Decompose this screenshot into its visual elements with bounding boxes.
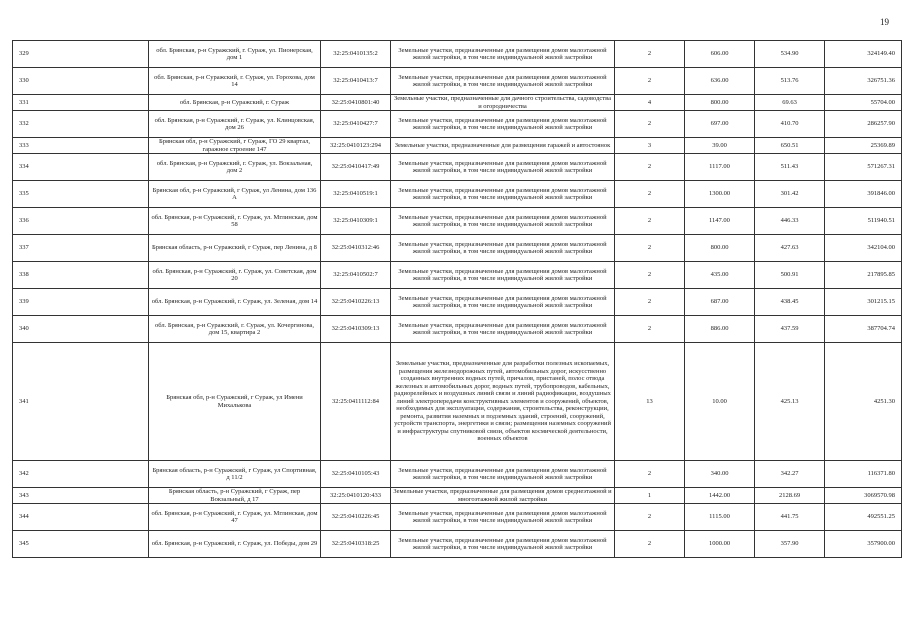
row-number: 345 — [13, 531, 149, 558]
rate-cell: 2128.69 — [755, 488, 825, 504]
row-number: 336 — [13, 208, 149, 235]
rate-cell: 437.59 — [755, 316, 825, 343]
area-cell: 1115.00 — [685, 504, 755, 531]
cadastral-value-cell: 3069570.98 — [825, 488, 902, 504]
group-cell: 2 — [615, 531, 685, 558]
cadastral-value-cell: 326751.36 — [825, 68, 902, 95]
land-purpose-cell: Земельные участки, предназначенные для размещения домов малоэтажной жилой застройки, в том числе индивидуальной жилой застройки — [391, 262, 615, 289]
address-cell: обл. Брянская, р-н Суражский, г. Сураж — [149, 95, 321, 111]
area-cell: 606.00 — [685, 41, 755, 68]
group-cell: 2 — [615, 111, 685, 138]
cadastral-number-cell: 32:25:0410226:45 — [321, 504, 391, 531]
rate-cell: 513.76 — [755, 68, 825, 95]
rate-cell: 342.27 — [755, 461, 825, 488]
area-cell: 1000.00 — [685, 531, 755, 558]
cadastral-number-cell: 32:25:0410309:13 — [321, 316, 391, 343]
rate-cell: 534.90 — [755, 41, 825, 68]
land-purpose-cell: Земельные участки, предназначенные для размещения домов малоэтажной жилой застройки, в том числе индивидуальной жилой застройки — [391, 289, 615, 316]
address-cell: обл. Брянская, р-н Суражский, г. Сураж, ул. Кочергинова, дом 15, квартира 2 — [149, 316, 321, 343]
table-row — [13, 41, 902, 68]
cadastral-value-cell: 116371.80 — [825, 461, 902, 488]
cadastral-value-cell: 571267.31 — [825, 154, 902, 181]
land-purpose-cell: Земельные участки, предназначенные для размещения домов малоэтажной жилой застройки, в том числе индивидуальной жилой застройки — [391, 316, 615, 343]
group-cell: 2 — [615, 262, 685, 289]
group-cell: 2 — [615, 181, 685, 208]
cadastral-value-cell: 4251.30 — [825, 343, 902, 461]
table-row — [13, 289, 902, 316]
cadastral-value-cell: 357900.00 — [825, 531, 902, 558]
page-number: 19 — [880, 17, 889, 27]
table-row — [13, 531, 902, 558]
cadastral-value-cell: 217895.85 — [825, 262, 902, 289]
address-cell: обл. Брянская, р-н Суражский, г. Сураж, ул. Горохова, дом 14 — [149, 68, 321, 95]
group-cell: 2 — [615, 504, 685, 531]
area-cell: 697.00 — [685, 111, 755, 138]
table-row — [13, 95, 902, 111]
area-cell: 886.00 — [685, 316, 755, 343]
cadastral-number-cell: 32:25:0410105:43 — [321, 461, 391, 488]
address-cell: Брянская обл, р-н Суражский, г Сураж, ГО 29 квартал, гаражное строение 147 — [149, 138, 321, 154]
area-cell: 340.00 — [685, 461, 755, 488]
group-cell: 2 — [615, 235, 685, 262]
group-cell: 2 — [615, 289, 685, 316]
row-number: 344 — [13, 504, 149, 531]
row-number: 332 — [13, 111, 149, 138]
land-purpose-cell: Земельные участки, предназначенные для размещения домов малоэтажной жилой застройки, в том числе индивидуальной жилой застройки — [391, 504, 615, 531]
cadastral-value-cell: 391846.00 — [825, 181, 902, 208]
cadastral-number-cell: 32:25:0410120:433 — [321, 488, 391, 504]
address-cell: обл. Брянская, р-н Суражский, г. Сураж, ул. Клинцовская, дом 26 — [149, 111, 321, 138]
row-number: 339 — [13, 289, 149, 316]
land-purpose-cell: Земельные участки, предназначенные для дачного строительства, садоводства и огородничества — [391, 95, 615, 111]
address-cell: обл. Брянская, р-н Суражский, г. Сураж, ул. Вокзальная, дом 2 — [149, 154, 321, 181]
land-purpose-cell: Земельные участки, предназначенные для разработки полезных ископаемых, размещения железнодорожных путей, автомобильных дорог, искусственно созданных внутренних водных путей, причалов, пристаней, полос отвода железных и автомобильных дорог, водных путей, трубопроводов, кабельных, радиорелейных и воздушных линий связи и линий радиофикации, воздушных линий электропередачи конструктивных элементов и сооружений, объектов, необходимых для эксплуатации, содержания, строительства, реконструкции, ремонта, развития наземных и подземных зданий, строений, сооружений, устройств транспорта, энергетики и связи; размещения наземных сооружений и инфраструктуры спутниковой связи, объектов космической деятельности, военных объектов — [391, 343, 615, 461]
table-row — [13, 138, 902, 154]
row-number: 330 — [13, 68, 149, 95]
group-cell: 2 — [615, 208, 685, 235]
land-purpose-cell: Земельные участки, предназначенные для размещения домов среднеэтажной и многоэтажной жилой застройки — [391, 488, 615, 504]
cadastral-value-cell: 25369.89 — [825, 138, 902, 154]
area-cell: 39.00 — [685, 138, 755, 154]
land-purpose-cell: Земельные участки, предназначенные для размещения домов малоэтажной жилой застройки, в том числе индивидуальной жилой застройки — [391, 154, 615, 181]
cadastral-number-cell: 32:25:0411112:84 — [321, 343, 391, 461]
cadastral-number-cell: 32:25:0410427:7 — [321, 111, 391, 138]
cadastral-number-cell: 32:25:0410417:49 — [321, 154, 391, 181]
cadastral-number-cell: 32:25:0410309:1 — [321, 208, 391, 235]
group-cell: 2 — [615, 154, 685, 181]
area-cell: 1442.00 — [685, 488, 755, 504]
cadastral-number-cell: 32:25:0410312:46 — [321, 235, 391, 262]
area-cell: 800.00 — [685, 235, 755, 262]
address-cell: Брянская область, р-н Суражский, г Сураж, пер Вокзальный, д 17 — [149, 488, 321, 504]
table-row — [13, 343, 902, 461]
area-cell: 435.00 — [685, 262, 755, 289]
rate-cell: 69.63 — [755, 95, 825, 111]
rate-cell: 511.43 — [755, 154, 825, 181]
cadastral-value-cell: 511940.51 — [825, 208, 902, 235]
cadastral-number-cell: 32:25:0410413:7 — [321, 68, 391, 95]
rate-cell: 301.42 — [755, 181, 825, 208]
land-purpose-cell: Земельные участки, предназначенные для размещения домов малоэтажной жилой застройки, в том числе индивидуальной жилой застройки — [391, 208, 615, 235]
cadastral-number-cell: 32:25:0410135:2 — [321, 41, 391, 68]
land-purpose-cell: Земельные участки, предназначенные для размещения домов малоэтажной жилой застройки, в том числе индивидуальной жилой застройки — [391, 181, 615, 208]
land-purpose-cell: Земельные участки, предназначенные для размещения домов малоэтажной жилой застройки, в том числе индивидуальной жилой застройки — [391, 68, 615, 95]
group-cell: 13 — [615, 343, 685, 461]
table-row — [13, 111, 902, 138]
table-row — [13, 154, 902, 181]
rate-cell: 441.75 — [755, 504, 825, 531]
area-cell: 10.00 — [685, 343, 755, 461]
area-cell: 1147.00 — [685, 208, 755, 235]
area-cell: 800.00 — [685, 95, 755, 111]
row-number: 340 — [13, 316, 149, 343]
rate-cell: 425.13 — [755, 343, 825, 461]
group-cell: 1 — [615, 488, 685, 504]
land-purpose-cell: Земельные участки, предназначенные для размещения домов малоэтажной жилой застройки, в том числе индивидуальной жилой застройки — [391, 531, 615, 558]
cadastral-value-cell: 387704.74 — [825, 316, 902, 343]
group-cell: 2 — [615, 316, 685, 343]
row-number: 333 — [13, 138, 149, 154]
rate-cell: 427.63 — [755, 235, 825, 262]
rate-cell: 438.45 — [755, 289, 825, 316]
area-cell: 1117.00 — [685, 154, 755, 181]
land-purpose-cell: Земельные участки, предназначенные для размещения гаражей и автостоянок — [391, 138, 615, 154]
address-cell: Брянская область, р-н Суражский, г Сураж, ул Спортивная, д 11/2 — [149, 461, 321, 488]
cadastral-value-cell: 492551.25 — [825, 504, 902, 531]
cadastral-value-cell: 301215.15 — [825, 289, 902, 316]
table-row — [13, 316, 902, 343]
area-cell: 636.00 — [685, 68, 755, 95]
address-cell: обл. Брянская, р-н Суражский, г. Сураж, ул. Победы, дом 29 — [149, 531, 321, 558]
table-row — [13, 488, 902, 504]
cadastral-value-table — [12, 40, 902, 558]
cadastral-number-cell: 32:25:0410123:294 — [321, 138, 391, 154]
row-number: 337 — [13, 235, 149, 262]
land-purpose-cell: Земельные участки, предназначенные для размещения домов малоэтажной жилой застройки, в том числе индивидуальной жилой застройки — [391, 41, 615, 68]
area-cell: 1300.00 — [685, 181, 755, 208]
cadastral-number-cell: 32:25:0410502:7 — [321, 262, 391, 289]
table-row — [13, 461, 902, 488]
table-row — [13, 262, 902, 289]
address-cell: Брянская область, р-н Суражский, г Сураж, пер Ленина, д 8 — [149, 235, 321, 262]
address-cell: обл. Брянская, р-н Суражский, г. Сураж, ул. Пионерская, дом 1 — [149, 41, 321, 68]
rate-cell: 410.70 — [755, 111, 825, 138]
row-number: 329 — [13, 41, 149, 68]
table-row — [13, 235, 902, 262]
address-cell: Брянская обл, р-н Суражский, г Сураж, ул Ленина, дом 136 А — [149, 181, 321, 208]
address-cell: обл. Брянская, р-н Суражский, г. Сураж, ул. Зеленая, дом 14 — [149, 289, 321, 316]
group-cell: 2 — [615, 41, 685, 68]
row-number: 338 — [13, 262, 149, 289]
land-purpose-cell: Земельные участки, предназначенные для размещения домов малоэтажной жилой застройки, в том числе индивидуальной жилой застройки — [391, 461, 615, 488]
table-row — [13, 181, 902, 208]
area-cell: 687.00 — [685, 289, 755, 316]
row-number: 341 — [13, 343, 149, 461]
table-row — [13, 208, 902, 235]
rate-cell: 650.51 — [755, 138, 825, 154]
row-number: 343 — [13, 488, 149, 504]
land-purpose-cell: Земельные участки, предназначенные для размещения домов малоэтажной жилой застройки, в том числе индивидуальной жилой застройки — [391, 235, 615, 262]
cadastral-number-cell: 32:25:0410801:40 — [321, 95, 391, 111]
cadastral-number-cell: 32:25:0410519:1 — [321, 181, 391, 208]
address-cell: Брянская обл, р-н Суражский, г Сураж, ул Имени Михалькова — [149, 343, 321, 461]
table-row — [13, 68, 902, 95]
group-cell: 4 — [615, 95, 685, 111]
cadastral-value-cell: 55704.00 — [825, 95, 902, 111]
rate-cell: 446.33 — [755, 208, 825, 235]
row-number: 331 — [13, 95, 149, 111]
rate-cell: 500.91 — [755, 262, 825, 289]
table-row — [13, 504, 902, 531]
cadastral-value-cell: 286257.90 — [825, 111, 902, 138]
group-cell: 2 — [615, 461, 685, 488]
cadastral-number-cell: 32:25:0410226:13 — [321, 289, 391, 316]
group-cell: 3 — [615, 138, 685, 154]
row-number: 335 — [13, 181, 149, 208]
address-cell: обл. Брянская, р-н Суражский, г. Сураж, ул. Мглинская, дом 58 — [149, 208, 321, 235]
address-cell: обл. Брянская, р-н Суражский, г. Сураж, ул. Советская, дом 20 — [149, 262, 321, 289]
row-number: 342 — [13, 461, 149, 488]
row-number: 334 — [13, 154, 149, 181]
land-purpose-cell: Земельные участки, предназначенные для размещения домов малоэтажной жилой застройки, в том числе индивидуальной жилой застройки — [391, 111, 615, 138]
address-cell: обл. Брянская, р-н Суражский, г. Сураж, ул. Мглинская, дом 47 — [149, 504, 321, 531]
cadastral-value-cell: 324149.40 — [825, 41, 902, 68]
rate-cell: 357.90 — [755, 531, 825, 558]
cadastral-value-cell: 342104.00 — [825, 235, 902, 262]
group-cell: 2 — [615, 68, 685, 95]
cadastral-number-cell: 32:25:0410318:25 — [321, 531, 391, 558]
